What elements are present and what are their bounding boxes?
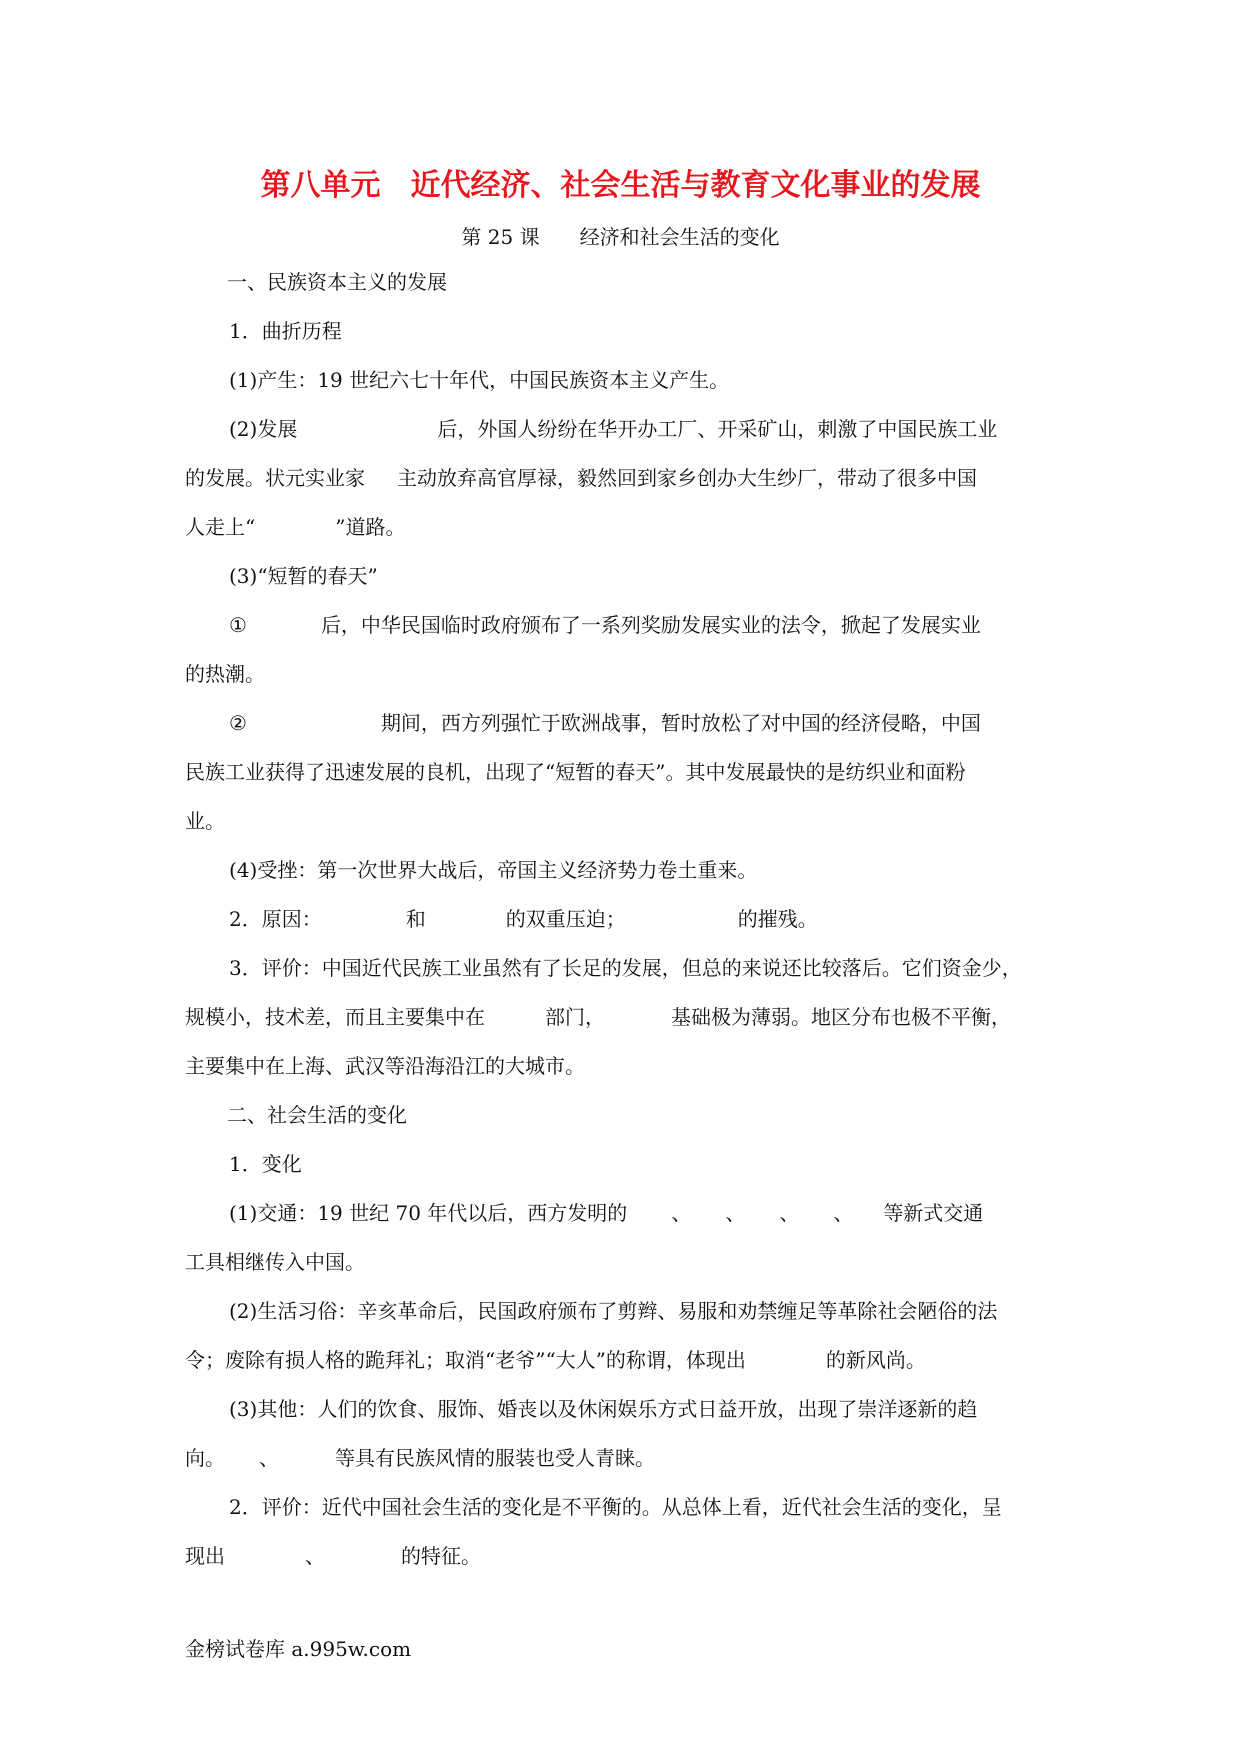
text-segment: (2)发展 (229, 417, 298, 441)
paragraph: (2)生活习俗：辛亥革命后，民国政府颁布了剪辫、易服和劝禁缠足等革除社会陋俗的法 (229, 1299, 998, 1323)
text-segment: 后，外国人纷纷在华开办工厂、开采矿山，刺激了中国民族工业 (437, 417, 998, 441)
paragraph-continued: 民族工业获得了迅速发展的良机，出现了“短暂的春天”。其中发展最快的是纺织业和面粉 (185, 760, 966, 784)
text-segment: ① (229, 613, 247, 637)
text-segment: 基础极为薄弱。地区分布也极不平衡， (671, 1005, 1011, 1029)
text-segment: 令；废除有损人格的跪拜礼；取消“老爷”“大人”的称谓，体现出 (185, 1348, 746, 1372)
item-heading: 1．曲折历程 (229, 319, 342, 343)
paragraph: (3)其他：人们的饮食、服饰、婚丧以及休闲娱乐方式日益开放，出现了崇洋逐新的趋 (229, 1397, 978, 1421)
text-segment: 规模小，技术差，而且主要集中在 (185, 1005, 485, 1029)
paragraph (185, 895, 1065, 944)
paragraph-continued (185, 503, 1065, 552)
text-segment: (1)交通：19 世纪 70 年代以后，西方发明的 (229, 1201, 628, 1225)
text-segment: 的摧残。 (737, 907, 818, 931)
text-segment: 的发展。状元实业家 (185, 466, 365, 490)
separator: 、 (779, 1201, 800, 1225)
text-segment: 、 (259, 1446, 279, 1470)
text-segment: 部门， (545, 1005, 605, 1029)
text-segment: 、 (305, 1544, 325, 1568)
paragraph (185, 699, 1065, 748)
text-segment: 的特征。 (401, 1544, 481, 1568)
paragraph-continued (185, 1336, 1065, 1385)
text-segment: 向。 (185, 1446, 225, 1470)
paragraph-continued: 业。 (185, 809, 225, 833)
paragraph: (4)受挫：第一次世界大战后，帝国主义经济势力卷土重来。 (229, 858, 758, 882)
paragraph-continued: 的热潮。 (185, 662, 265, 686)
text-segment: 等具有民族风情的服装也受人青睐。 (335, 1446, 655, 1470)
document-body (185, 258, 1065, 1581)
text-segment: 期间，西方列强忙于欧洲战事，暂时放松了对中国的经济侵略，中国 (380, 711, 981, 735)
text-segment: 后，中华民国临时政府颁布了一系列奖励发展实业的法令，掀起了发展实业 (320, 613, 981, 637)
paragraph: (1)产生：19 世纪六七十年代，中国民族资本主义产生。 (229, 368, 730, 392)
text-segment: 2．原因： (229, 907, 322, 931)
paragraph-continued (185, 454, 1065, 503)
lesson-title: 第 25 课 经济和社会生活的变化 (461, 225, 780, 249)
text-segment: 和 (405, 907, 426, 931)
paragraph (185, 405, 1065, 454)
paragraph-continued: 工具相继传入中国。 (185, 1250, 365, 1274)
paragraph-continued (185, 1532, 1065, 1581)
paragraph: 3．评价：中国近代民族工业虽然有了长足的发展，但总的来说还比较落后。它们资金少， (229, 956, 1022, 980)
text-segment: 等新式交通 (883, 1201, 984, 1225)
paragraph: (3)“短暂的春天” (229, 564, 378, 588)
unit-title: 第八单元 近代经济、社会生活与教育文化事业的发展 (260, 168, 981, 203)
footer-watermark: 金榜试卷库 a.995w.com (185, 1637, 412, 1661)
text-segment: 主动放弃高官厚禄，毅然回到家乡创办大生纱厂，带动了很多中国 (397, 466, 977, 490)
text-segment: 的新风尚。 (825, 1348, 926, 1372)
text-segment: ”道路。 (335, 515, 406, 539)
separator: 、 (671, 1201, 692, 1225)
text-segment: 的双重压迫； (505, 907, 626, 931)
separator: 、 (833, 1201, 854, 1225)
section-heading: 一、民族资本主义的发展 (227, 270, 447, 294)
text-segment: 现出 (185, 1544, 225, 1568)
paragraph: 2．评价：近代中国社会生活的变化是不平衡的。从总体上看，近代社会生活的变化，呈 (229, 1495, 1002, 1519)
section-heading: 二、社会生活的变化 (227, 1103, 407, 1127)
paragraph (185, 601, 1065, 650)
separator: 、 (725, 1201, 746, 1225)
text-segment: 人走上“ (185, 515, 256, 539)
paragraph-continued (185, 993, 1065, 1042)
paragraph-continued (185, 1434, 1065, 1483)
paragraph (185, 1189, 1065, 1238)
item-heading: 1．变化 (229, 1152, 302, 1176)
paragraph-continued: 主要集中在上海、武汉等沿海沿江的大城市。 (185, 1054, 585, 1078)
text-segment: ② (229, 711, 247, 735)
